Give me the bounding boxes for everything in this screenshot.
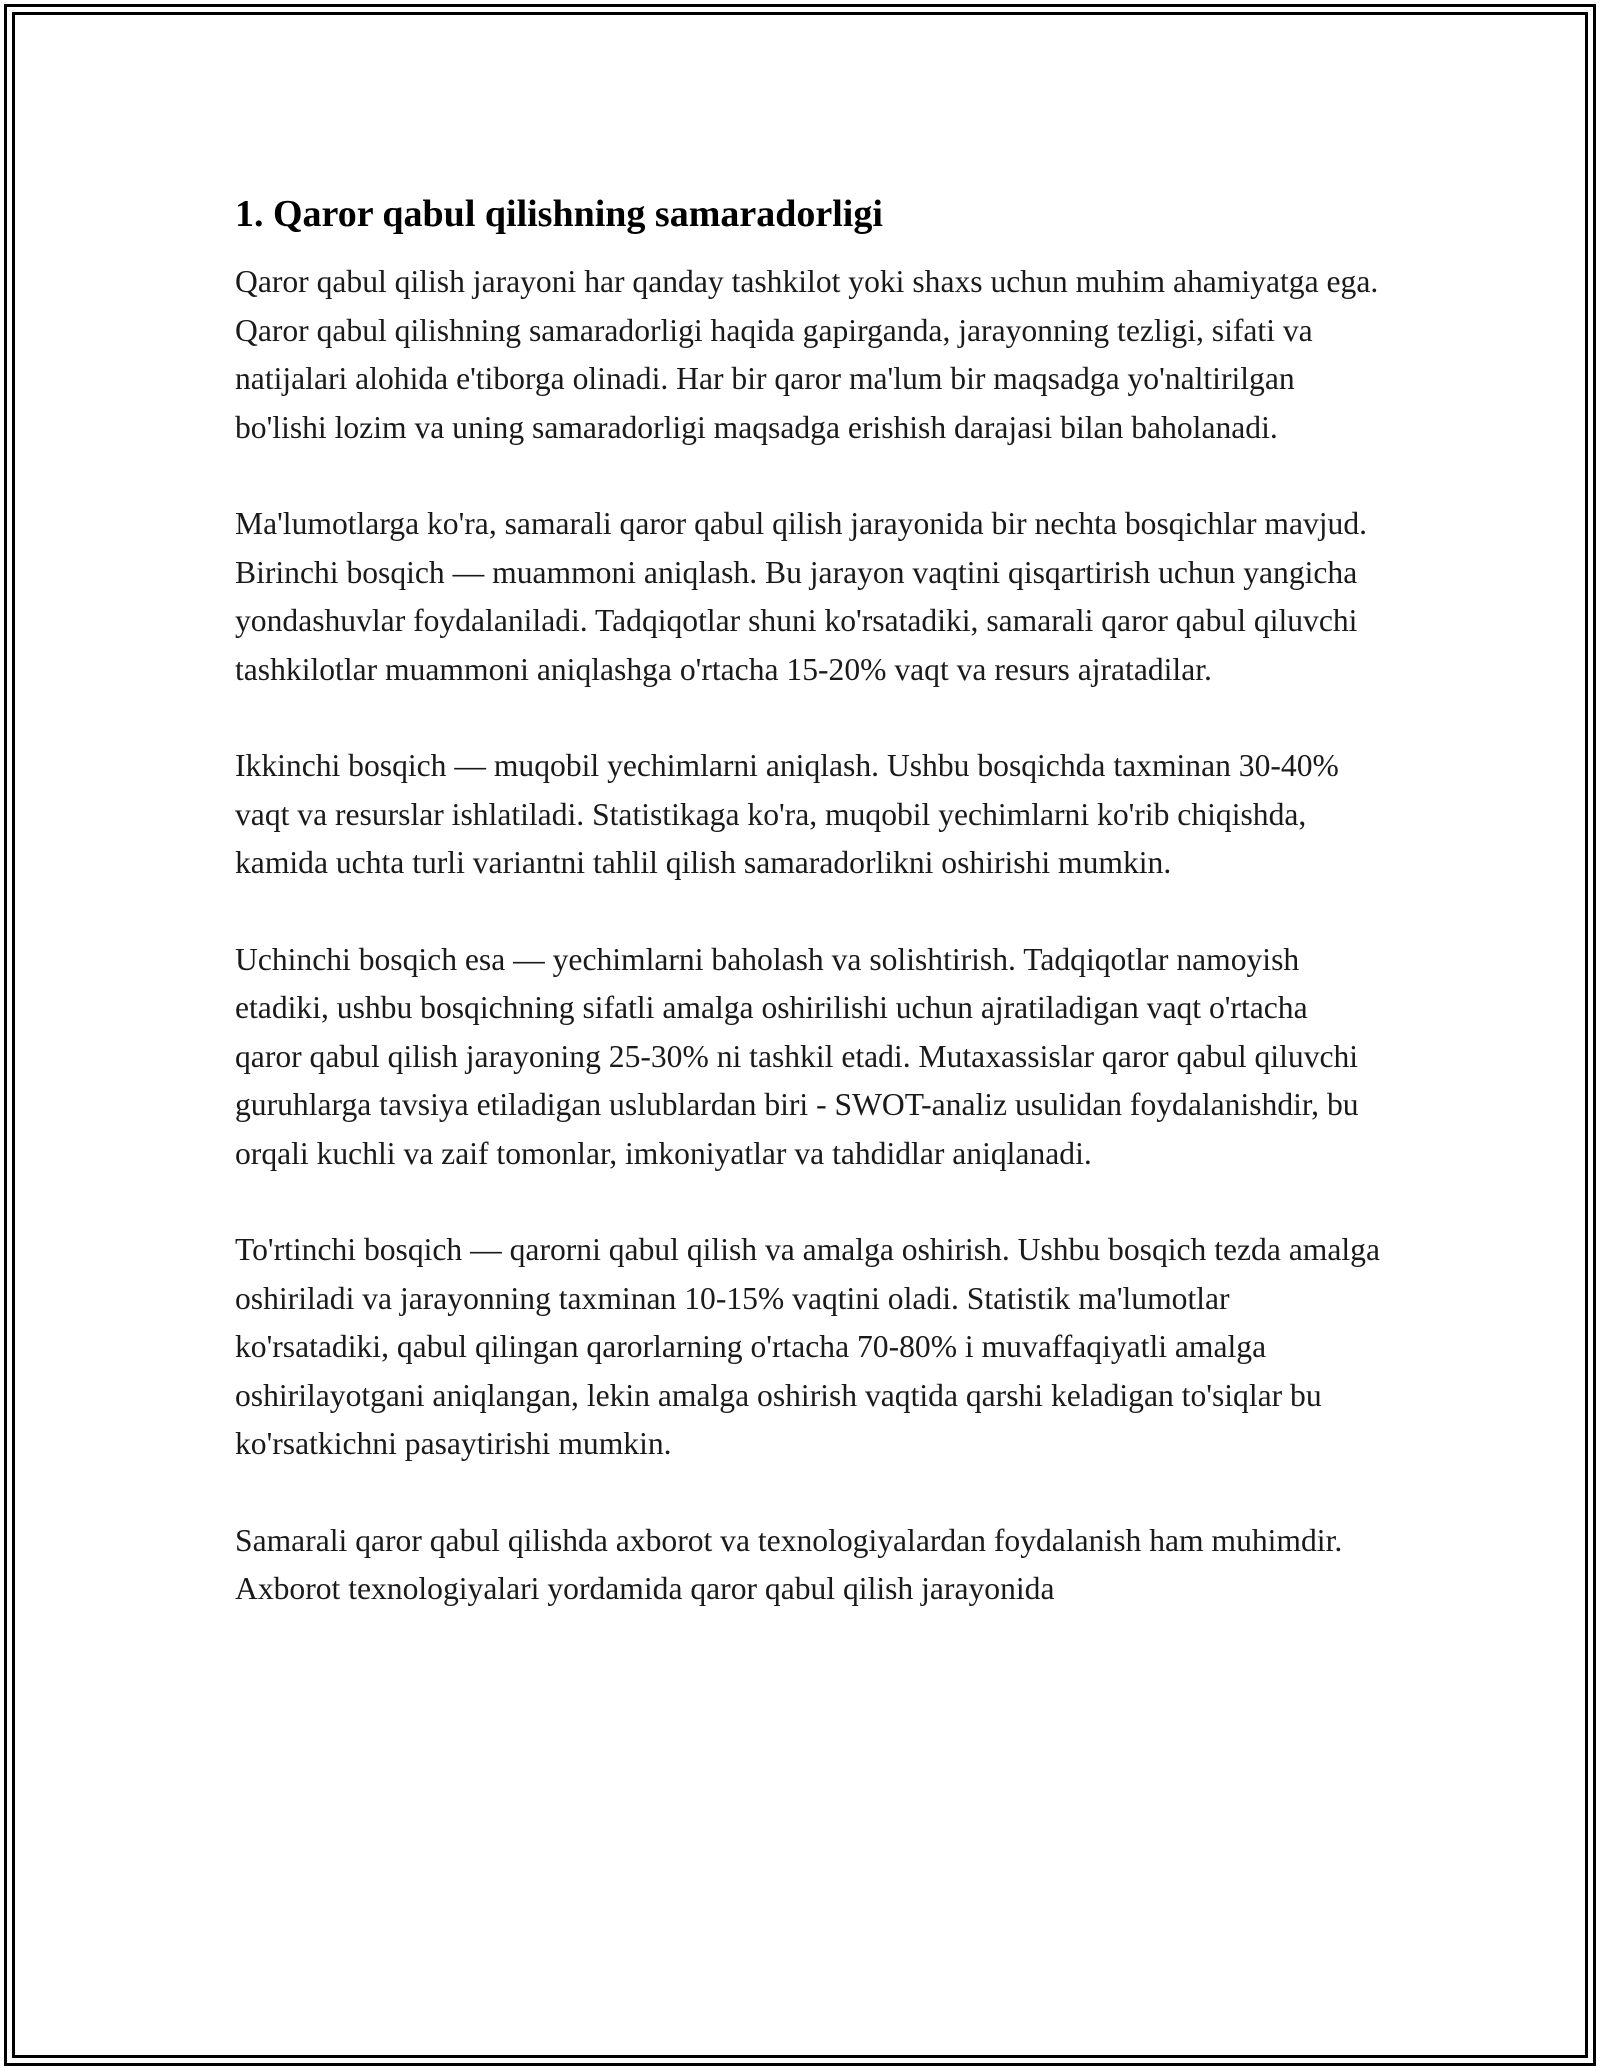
document-body: [235, 186, 1380, 1614]
paragraph-intro: Qaror qabul qilish jarayoni har qanday tashkilot yoki shaxs uchun muhim ahamiyatga ega. Qaror qabul qilishning samaradorligi haqida gapirganda, jarayonning tezligi, sifati va natijalari alohida e'tiborga olinadi. Har bir qaror ma'lum bir maqsadga yo'naltirilgan bo'lishi lozim va uning samaradorligi maqsadga erishish darajasi bilan baholanadi.: [235, 264, 1379, 445]
paragraph-technology: Samarali qaror qabul qilishda axborot va texnologiyalardan foydalanish ham muhimdir. Axborot texnologiyalari yordamida qaror qabul qilish jarayonida: [235, 1522, 1343, 1606]
paragraph-stage-two: Ikkinchi bosqich — muqobil yechimlarni aniqlash. Ushbu bosqichda taxminan 30-40% vaqt va resurslar ishlatiladi. Statistikaga ko'ra, muqobil yechimlarni ko'rib chiqishda, kamida uchta turli variantni tahlil qilish samaradorlikni oshirishi mumkin.: [235, 748, 1339, 880]
section-heading: 1. Qaror qabul qilishning samaradorligi: [235, 193, 883, 235]
paragraph-stage-four: To'rtinchi bosqich — qarorni qabul qilish va amalga oshirish. Ushbu bosqich tezda amalga oshiriladi va jarayonning taxminan 10-15% vaqtini oladi. Statistik ma'lumotlar ko'rsatadiki, qabul qilingan qarorlarning o'rtacha 70-80% i muvaffaqiyatli amalga oshirilayotgani aniqlangan, lekin amalga oshirish vaqtida qarshi keladigan to'siqlar bu ko'rsatkichni pasaytirishi mumkin.: [235, 1232, 1380, 1461]
paragraph-stage-three: Uchinchi bosqich esa — yechimlarni baholash va solishtirish. Tadqiqotlar namoyish etadiki, ushbu bosqichning sifatli amalga oshirilishi uchun ajratiladigan vaqt o'rtacha qaror qabul qilish jarayoning 25-30% ni tashkil etadi. Mutaxassislar qaror qabul qiluvchi guruhlarga tavsiya etiladigan uslublardan biri - SWOT-analiz usulidan foydalanishdir, bu orqali kuchli va zaif tomonlar, imkoniyatlar va tahdidlar aniqlanadi.: [235, 941, 1359, 1171]
paragraph-stage-one: Ma'lumotlarga ko'ra, samarali qaror qabul qilish jarayonida bir nechta bosqichlar mavjud. Birinchi bosqich — muammoni aniqlash. Bu jarayon vaqtini qisqartirish uchun yangicha yondashuvlar foydalaniladi. Tadqiqotlar shuni ko'rsatadiki, samarali qaror qabul qiluvchi tashkilotlar muammoni aniqlashga o'rtacha 15-20% vaqt va resurs ajratadilar.: [235, 506, 1368, 687]
